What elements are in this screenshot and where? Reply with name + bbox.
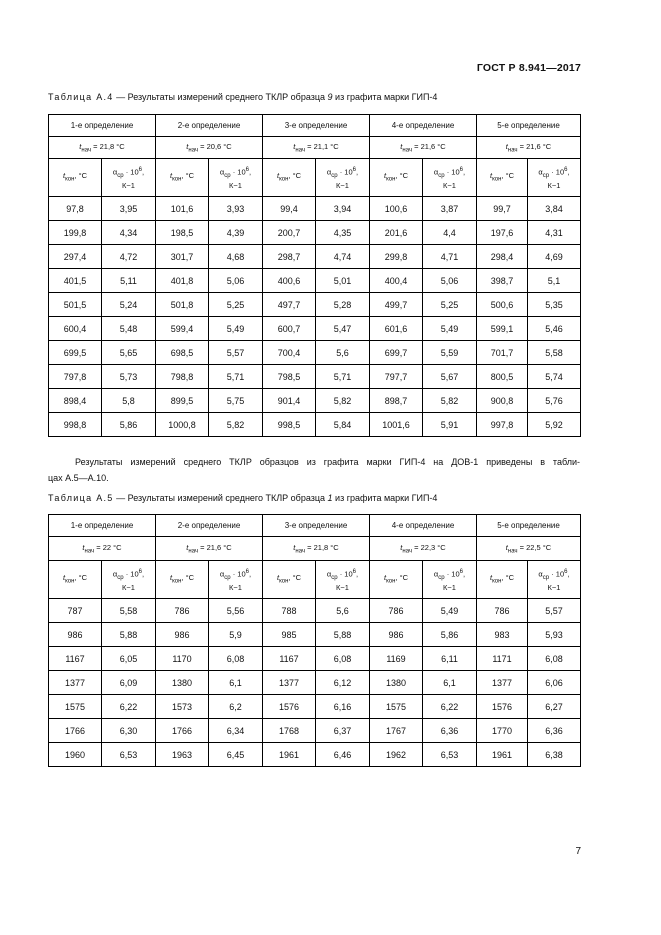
table-a5-caption xyxy=(48,493,437,503)
temperature-cell: 986 xyxy=(370,623,423,647)
t-start-cell: $t_{нач} = 21,6$ °С xyxy=(477,137,581,159)
alpha-cell: 4,34 xyxy=(102,221,156,245)
alpha-cell: 6,11 xyxy=(423,647,477,671)
temperature-cell: 1169 xyxy=(370,647,423,671)
temperature-cell: 401,5 xyxy=(49,269,102,293)
paragraph-line-1: Результаты измерений среднего ТКЛР образцов из графита марки ГИП-4 на ДОВ-1 приведены в табли- xyxy=(75,457,580,467)
alpha-cell: 5,82 xyxy=(423,389,477,413)
alpha-cell: 6,36 xyxy=(423,719,477,743)
alpha-cell: 4,39 xyxy=(209,221,263,245)
alpha-cell: 5,49 xyxy=(423,317,477,341)
table-a4-header-row xyxy=(49,115,581,137)
table-row xyxy=(49,647,581,671)
temperature-cell: 600,7 xyxy=(263,317,316,341)
alpha-cell: 5,25 xyxy=(423,293,477,317)
table-a4-det-2: 2-е определение xyxy=(156,115,263,137)
temperature-cell: 1575 xyxy=(370,695,423,719)
table-row xyxy=(49,245,581,269)
temperature-cell: 1961 xyxy=(263,743,316,767)
alpha-header: $\alpha_{ср} \cdot 10^6$, К−1 xyxy=(316,159,370,197)
alpha-cell: 5,24 xyxy=(102,293,156,317)
table-a4-column-header-row xyxy=(49,159,581,197)
table-row xyxy=(49,413,581,437)
t-end-header: $t_{кон}$, °С xyxy=(156,561,209,599)
table-a5-caption-prefix: Таблица А.5 xyxy=(48,493,114,503)
alpha-cell: 5,57 xyxy=(528,599,581,623)
temperature-cell: 699,7 xyxy=(370,341,423,365)
temperature-cell: 97,8 xyxy=(49,197,102,221)
temperature-cell: 401,8 xyxy=(156,269,209,293)
alpha-cell: 5,8 xyxy=(102,389,156,413)
alpha-cell: 5,9 xyxy=(209,623,263,647)
temperature-cell: 901,4 xyxy=(263,389,316,413)
temperature-cell: 197,6 xyxy=(477,221,528,245)
table-a5-tstart-row xyxy=(49,537,581,561)
alpha-cell: 5,49 xyxy=(209,317,263,341)
temperature-cell: 1766 xyxy=(156,719,209,743)
temperature-cell: 1768 xyxy=(263,719,316,743)
temperature-cell: 501,5 xyxy=(49,293,102,317)
table-a5-caption-text-after: из графита марки ГИП-4 xyxy=(332,493,438,503)
temperature-cell: 800,5 xyxy=(477,365,528,389)
table-a4-det-1: 1-е определение xyxy=(49,115,156,137)
temperature-cell: 998,8 xyxy=(49,413,102,437)
temperature-cell: 986 xyxy=(156,623,209,647)
table-a5-caption-text: — Результаты измерений среднего ТКЛР образца xyxy=(113,493,328,503)
temperature-cell: 786 xyxy=(156,599,209,623)
table-row xyxy=(49,599,581,623)
table-a4-caption-text: — Результаты измерений среднего ТКЛР образца xyxy=(113,92,328,102)
alpha-cell: 3,95 xyxy=(102,197,156,221)
temperature-cell: 1167 xyxy=(49,647,102,671)
temperature-cell: 1170 xyxy=(156,647,209,671)
paragraph-line-2: цах А.5—А.10. xyxy=(48,473,109,483)
alpha-cell: 5,56 xyxy=(209,599,263,623)
alpha-cell: 4,35 xyxy=(316,221,370,245)
temperature-cell: 900,8 xyxy=(477,389,528,413)
temperature-cell: 798,8 xyxy=(156,365,209,389)
t-end-header: $t_{кон}$, °С xyxy=(156,159,209,197)
alpha-cell: 5,91 xyxy=(423,413,477,437)
alpha-cell: 5,46 xyxy=(528,317,581,341)
temperature-cell: 985 xyxy=(263,623,316,647)
table-a4-det-5: 5-е определение xyxy=(477,115,581,137)
alpha-header: $\alpha_{ср} \cdot 10^6$, К−1 xyxy=(102,561,156,599)
temperature-cell: 499,7 xyxy=(370,293,423,317)
alpha-cell: 3,87 xyxy=(423,197,477,221)
temperature-cell: 601,6 xyxy=(370,317,423,341)
temperature-cell: 998,5 xyxy=(263,413,316,437)
temperature-cell: 1000,8 xyxy=(156,413,209,437)
table-row xyxy=(49,317,581,341)
table-row xyxy=(49,389,581,413)
table-a5-det-5: 5-е определение xyxy=(477,515,581,537)
alpha-cell: 5,6 xyxy=(316,341,370,365)
alpha-cell: 5,65 xyxy=(102,341,156,365)
alpha-header: $\alpha_{ср} \cdot 10^6$, К−1 xyxy=(528,159,581,197)
alpha-cell: 5,25 xyxy=(209,293,263,317)
page-number: 7 xyxy=(575,846,581,857)
table-row xyxy=(49,743,581,767)
alpha-cell: 6,53 xyxy=(423,743,477,767)
alpha-cell: 5,1 xyxy=(528,269,581,293)
temperature-cell: 1001,6 xyxy=(370,413,423,437)
temperature-cell: 1770 xyxy=(477,719,528,743)
alpha-cell: 3,84 xyxy=(528,197,581,221)
alpha-cell: 4,74 xyxy=(316,245,370,269)
temperature-cell: 101,6 xyxy=(156,197,209,221)
alpha-cell: 5,82 xyxy=(316,389,370,413)
table-row xyxy=(49,221,581,245)
t-end-header: $t_{кон}$, °С xyxy=(370,561,423,599)
temperature-cell: 301,7 xyxy=(156,245,209,269)
temperature-cell: 501,8 xyxy=(156,293,209,317)
temperature-cell: 1960 xyxy=(49,743,102,767)
temperature-cell: 786 xyxy=(370,599,423,623)
alpha-cell: 6,16 xyxy=(316,695,370,719)
alpha-cell: 6,34 xyxy=(209,719,263,743)
alpha-header: $\alpha_{ср} \cdot 10^6$, К−1 xyxy=(209,159,263,197)
alpha-cell: 5,92 xyxy=(528,413,581,437)
table-row xyxy=(49,623,581,647)
alpha-cell: 5,73 xyxy=(102,365,156,389)
alpha-header: $\alpha_{ср} \cdot 10^6$, К−1 xyxy=(423,159,477,197)
temperature-cell: 797,7 xyxy=(370,365,423,389)
alpha-cell: 6,38 xyxy=(528,743,581,767)
temperature-cell: 983 xyxy=(477,623,528,647)
alpha-header: $\alpha_{ср} \cdot 10^6$, К−1 xyxy=(102,159,156,197)
alpha-cell: 6,46 xyxy=(316,743,370,767)
alpha-header: $\alpha_{ср} \cdot 10^6$, К−1 xyxy=(209,561,263,599)
alpha-cell: 5,28 xyxy=(316,293,370,317)
temperature-cell: 1961 xyxy=(477,743,528,767)
table-a5-det-2: 2-е определение xyxy=(156,515,263,537)
document-id: ГОСТ Р 8.941—2017 xyxy=(476,62,581,74)
t-start-cell: $t_{нач} = 21,6$ °С xyxy=(370,137,477,159)
temperature-cell: 1377 xyxy=(49,671,102,695)
alpha-cell: 3,93 xyxy=(209,197,263,221)
alpha-cell: 6,08 xyxy=(316,647,370,671)
alpha-cell: 5,57 xyxy=(209,341,263,365)
table-a4-tstart-row xyxy=(49,137,581,159)
alpha-cell: 5,35 xyxy=(528,293,581,317)
alpha-cell: 6,1 xyxy=(423,671,477,695)
t-end-header: $t_{кон}$, °С xyxy=(263,159,316,197)
alpha-cell: 6,2 xyxy=(209,695,263,719)
temperature-cell: 700,4 xyxy=(263,341,316,365)
table-a4 xyxy=(48,114,581,437)
alpha-header: $\alpha_{ср} \cdot 10^6$, К−1 xyxy=(316,561,370,599)
temperature-cell: 398,7 xyxy=(477,269,528,293)
alpha-cell: 6,06 xyxy=(528,671,581,695)
temperature-cell: 1380 xyxy=(156,671,209,695)
temperature-cell: 299,8 xyxy=(370,245,423,269)
temperature-cell: 600,4 xyxy=(49,317,102,341)
alpha-cell: 6,36 xyxy=(528,719,581,743)
alpha-header: $\alpha_{ср} \cdot 10^6$, К−1 xyxy=(528,561,581,599)
alpha-cell: 6,22 xyxy=(423,695,477,719)
temperature-cell: 786 xyxy=(477,599,528,623)
t-start-cell: $t_{нач} = 22$ °С xyxy=(49,537,156,561)
temperature-cell: 400,4 xyxy=(370,269,423,293)
temperature-cell: 986 xyxy=(49,623,102,647)
alpha-cell: 5,93 xyxy=(528,623,581,647)
body-paragraph xyxy=(48,454,580,486)
alpha-cell: 6,30 xyxy=(102,719,156,743)
temperature-cell: 788 xyxy=(263,599,316,623)
alpha-cell: 5,47 xyxy=(316,317,370,341)
table-row xyxy=(49,293,581,317)
temperature-cell: 599,4 xyxy=(156,317,209,341)
table-row xyxy=(49,197,581,221)
temperature-cell: 198,5 xyxy=(156,221,209,245)
t-end-header: $t_{кон}$, °С xyxy=(49,561,102,599)
t-end-header: $t_{кон}$, °С xyxy=(477,561,528,599)
alpha-cell: 5,88 xyxy=(316,623,370,647)
temperature-cell: 298,4 xyxy=(477,245,528,269)
table-a5-caption-sample: 1 xyxy=(327,493,333,503)
temperature-cell: 1767 xyxy=(370,719,423,743)
alpha-cell: 6,12 xyxy=(316,671,370,695)
temperature-cell: 898,4 xyxy=(49,389,102,413)
alpha-cell: 4,31 xyxy=(528,221,581,245)
t-end-header: $t_{кон}$, °С xyxy=(370,159,423,197)
temperature-cell: 599,1 xyxy=(477,317,528,341)
temperature-cell: 1171 xyxy=(477,647,528,671)
alpha-cell: 6,45 xyxy=(209,743,263,767)
temperature-cell: 1766 xyxy=(49,719,102,743)
table-a5-det-4: 4-е определение xyxy=(370,515,477,537)
table-row xyxy=(49,341,581,365)
temperature-cell: 297,4 xyxy=(49,245,102,269)
alpha-cell: 4,69 xyxy=(528,245,581,269)
table-a4-caption-prefix: Таблица А.4 xyxy=(48,92,114,102)
t-start-cell: $t_{нач} = 21,6$ °С xyxy=(156,537,263,561)
t-start-cell: $t_{нач} = 22,5$ °С xyxy=(477,537,581,561)
alpha-cell: 5,06 xyxy=(209,269,263,293)
temperature-cell: 698,5 xyxy=(156,341,209,365)
temperature-cell: 701,7 xyxy=(477,341,528,365)
t-start-cell: $t_{нач} = 21,8$ °С xyxy=(49,137,156,159)
table-a5-header-row xyxy=(49,515,581,537)
alpha-cell: 5,49 xyxy=(423,599,477,623)
temperature-cell: 199,8 xyxy=(49,221,102,245)
temperature-cell: 298,7 xyxy=(263,245,316,269)
temperature-cell: 1380 xyxy=(370,671,423,695)
temperature-cell: 1576 xyxy=(477,695,528,719)
alpha-cell: 5,84 xyxy=(316,413,370,437)
temperature-cell: 500,6 xyxy=(477,293,528,317)
temperature-cell: 1963 xyxy=(156,743,209,767)
t-end-header: $t_{кон}$, °С xyxy=(49,159,102,197)
alpha-cell: 5,06 xyxy=(423,269,477,293)
temperature-cell: 787 xyxy=(49,599,102,623)
alpha-cell: 6,22 xyxy=(102,695,156,719)
temperature-cell: 1377 xyxy=(477,671,528,695)
temperature-cell: 798,5 xyxy=(263,365,316,389)
alpha-cell: 5,59 xyxy=(423,341,477,365)
alpha-cell: 5,88 xyxy=(102,623,156,647)
table-a5 xyxy=(48,514,581,767)
table-a4-det-3: 3-е определение xyxy=(263,115,370,137)
temperature-cell: 1576 xyxy=(263,695,316,719)
table-row xyxy=(49,671,581,695)
alpha-cell: 6,1 xyxy=(209,671,263,695)
table-row xyxy=(49,269,581,293)
alpha-cell: 5,6 xyxy=(316,599,370,623)
temperature-cell: 99,4 xyxy=(263,197,316,221)
table-a4-caption xyxy=(48,92,437,102)
t-start-cell: $t_{нач} = 22,3$ °С xyxy=(370,537,477,561)
table-a5-column-header-row xyxy=(49,561,581,599)
temperature-cell: 1167 xyxy=(263,647,316,671)
temperature-cell: 797,8 xyxy=(49,365,102,389)
alpha-cell: 5,82 xyxy=(209,413,263,437)
table-a4-caption-text-after: из графита марки ГИП-4 xyxy=(332,92,438,102)
t-start-cell: $t_{нач} = 21,1$ °С xyxy=(263,137,370,159)
t-start-cell: $t_{нач} = 21,8$ °С xyxy=(263,537,370,561)
alpha-cell: 5,71 xyxy=(316,365,370,389)
alpha-cell: 5,48 xyxy=(102,317,156,341)
alpha-cell: 6,53 xyxy=(102,743,156,767)
temperature-cell: 400,6 xyxy=(263,269,316,293)
temperature-cell: 201,6 xyxy=(370,221,423,245)
alpha-cell: 5,74 xyxy=(528,365,581,389)
alpha-cell: 5,58 xyxy=(528,341,581,365)
temperature-cell: 1573 xyxy=(156,695,209,719)
t-start-cell: $t_{нач} = 20,6$ °С xyxy=(156,137,263,159)
temperature-cell: 100,6 xyxy=(370,197,423,221)
temperature-cell: 1377 xyxy=(263,671,316,695)
temperature-cell: 997,8 xyxy=(477,413,528,437)
table-a5-det-1: 1-е определение xyxy=(49,515,156,537)
alpha-cell: 5,67 xyxy=(423,365,477,389)
alpha-cell: 3,94 xyxy=(316,197,370,221)
alpha-cell: 6,08 xyxy=(528,647,581,671)
temperature-cell: 497,7 xyxy=(263,293,316,317)
temperature-cell: 99,7 xyxy=(477,197,528,221)
temperature-cell: 699,5 xyxy=(49,341,102,365)
t-end-header: $t_{кон}$, °С xyxy=(477,159,528,197)
alpha-cell: 5,86 xyxy=(102,413,156,437)
alpha-cell: 4,71 xyxy=(423,245,477,269)
table-a4-caption-sample: 9 xyxy=(327,92,333,102)
alpha-cell: 4,72 xyxy=(102,245,156,269)
alpha-cell: 5,86 xyxy=(423,623,477,647)
alpha-cell: 6,27 xyxy=(528,695,581,719)
alpha-cell: 6,05 xyxy=(102,647,156,671)
table-row xyxy=(49,719,581,743)
alpha-cell: 6,09 xyxy=(102,671,156,695)
alpha-cell: 6,08 xyxy=(209,647,263,671)
temperature-cell: 200,7 xyxy=(263,221,316,245)
alpha-cell: 5,58 xyxy=(102,599,156,623)
alpha-cell: 6,37 xyxy=(316,719,370,743)
table-row xyxy=(49,695,581,719)
table-a4-det-4: 4-е определение xyxy=(370,115,477,137)
temperature-cell: 1575 xyxy=(49,695,102,719)
alpha-cell: 5,76 xyxy=(528,389,581,413)
alpha-cell: 5,75 xyxy=(209,389,263,413)
alpha-header: $\alpha_{ср} \cdot 10^6$, К−1 xyxy=(423,561,477,599)
alpha-cell: 4,68 xyxy=(209,245,263,269)
alpha-cell: 5,71 xyxy=(209,365,263,389)
temperature-cell: 898,7 xyxy=(370,389,423,413)
alpha-cell: 5,11 xyxy=(102,269,156,293)
t-end-header: $t_{кон}$, °С xyxy=(263,561,316,599)
alpha-cell: 5,01 xyxy=(316,269,370,293)
temperature-cell: 1962 xyxy=(370,743,423,767)
table-row xyxy=(49,365,581,389)
temperature-cell: 899,5 xyxy=(156,389,209,413)
table-a5-det-3: 3-е определение xyxy=(263,515,370,537)
alpha-cell: 4,4 xyxy=(423,221,477,245)
